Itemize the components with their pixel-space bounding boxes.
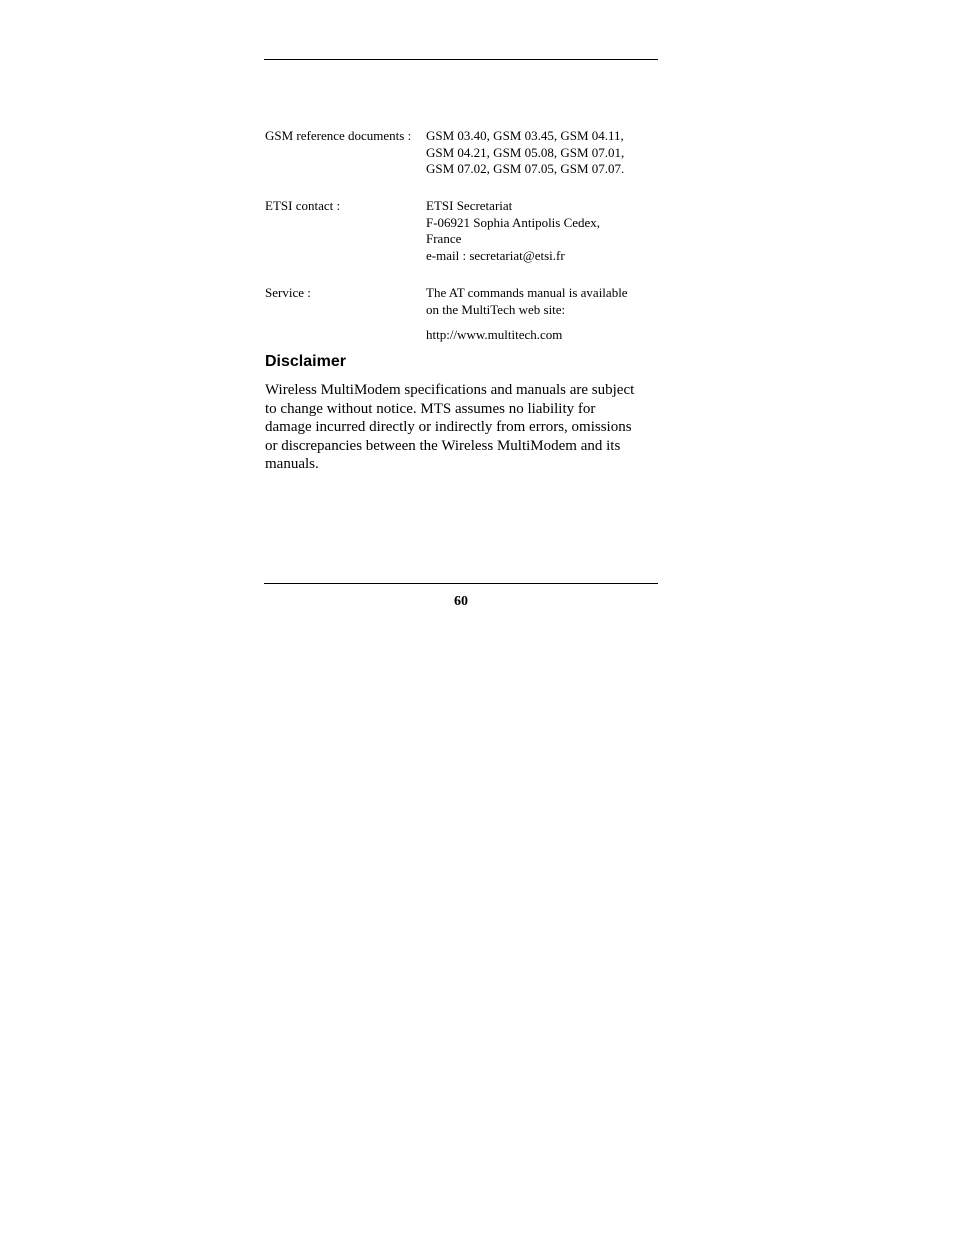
etsi-contact-email: e-mail : secretariat@etsi.fr [426,247,565,263]
etsi-contact-line: ETSI Secretariat [426,198,513,213]
header-rule [264,59,658,60]
page-number: 60 [454,594,468,609]
disclaimer-line: to change without notice. MTS assumes no liability for [265,400,596,417]
service-line: The AT commands manual is available [426,285,628,300]
service-line: on the MultiTech web site: [426,301,566,317]
disclaimer-line: damage incurred directly or indirectly from errors, omissions [265,419,632,435]
gsm-reference-line: GSM 04.21, GSM 05.08, GSM 07.01, [426,144,625,160]
service-value [426,285,658,318]
service-label: Service : [265,285,311,300]
gsm-reference-line: GSM 03.40, GSM 03.45, GSM 04.11, [426,128,624,143]
disclaimer-line: manuals. [265,456,319,472]
etsi-contact-label: ETSI contact : [265,198,341,213]
disclaimer-paragraph [265,381,660,474]
etsi-contact-line: France [426,231,462,246]
gsm-reference-value [426,128,658,178]
disclaimer-line: or discrepancies between the Wireless MultiModem and its [265,437,621,454]
disclaimer-heading: Disclaimer [265,353,346,370]
disclaimer-line: Wireless MultiModem specifications and manuals are subject [265,382,635,398]
service-url: http://www.multitech.com [426,327,563,342]
etsi-contact-line: F-06921 Sophia Antipolis Cedex, [426,214,601,230]
etsi-contact-value [426,198,658,264]
footer-rule [264,583,658,584]
gsm-reference-line: GSM 07.02, GSM 07.05, GSM 07.07. [426,161,625,176]
gsm-reference-label: GSM reference documents : [265,128,412,143]
